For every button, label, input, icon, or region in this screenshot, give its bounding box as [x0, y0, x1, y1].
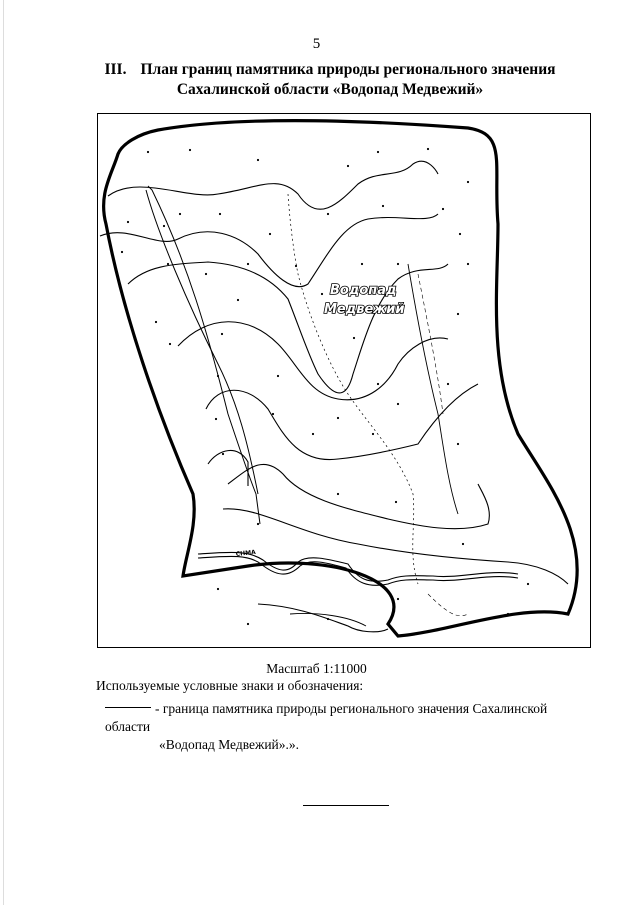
- footer-rule: [303, 805, 389, 806]
- legend-title: Используемые условные знаки и обозначения:: [96, 678, 364, 693]
- contour-9: [258, 604, 388, 632]
- map-label-1: Водопад: [330, 283, 397, 298]
- scale-text: Масштаб 1:11000: [266, 661, 367, 676]
- contour-4: [178, 322, 448, 400]
- map-frame: [97, 113, 591, 648]
- river-bank-2: [198, 556, 518, 585]
- scatter-points: [121, 148, 529, 625]
- title-text-1: План границ памятника природы регионального значения: [140, 61, 556, 78]
- river-label: СНМА: [235, 548, 257, 558]
- legend-text-1: - граница памятника природы регионального значения Сахалинской области: [105, 701, 548, 734]
- road-line-1: [146, 190, 258, 494]
- waterfall-trail: [288, 194, 418, 584]
- dash-line-ne: [418, 274, 443, 414]
- page-title: [60, 60, 600, 100]
- boundary-line-symbol: [105, 707, 151, 708]
- contour-5: [206, 384, 478, 460]
- contour-3: [128, 262, 448, 393]
- legend-item: [105, 700, 585, 754]
- legend-text-2: «Водопад Медвежий».».: [159, 737, 300, 752]
- contour-2: [100, 214, 438, 287]
- title-line-2: Сахалинской области «Водопад Медвежий»: [176, 81, 484, 98]
- page-edge: [3, 0, 4, 905]
- boundary-map: [98, 114, 592, 649]
- section-numeral: III.: [104, 61, 127, 78]
- title-line-1: [60, 60, 600, 80]
- contour-6: [228, 464, 489, 528]
- road-line-3: [408, 264, 458, 514]
- reserve-boundary: [104, 121, 578, 636]
- page-number: 5: [312, 36, 321, 52]
- map-label-2: Медвежий: [324, 302, 405, 317]
- dash-line-se: [428, 594, 468, 616]
